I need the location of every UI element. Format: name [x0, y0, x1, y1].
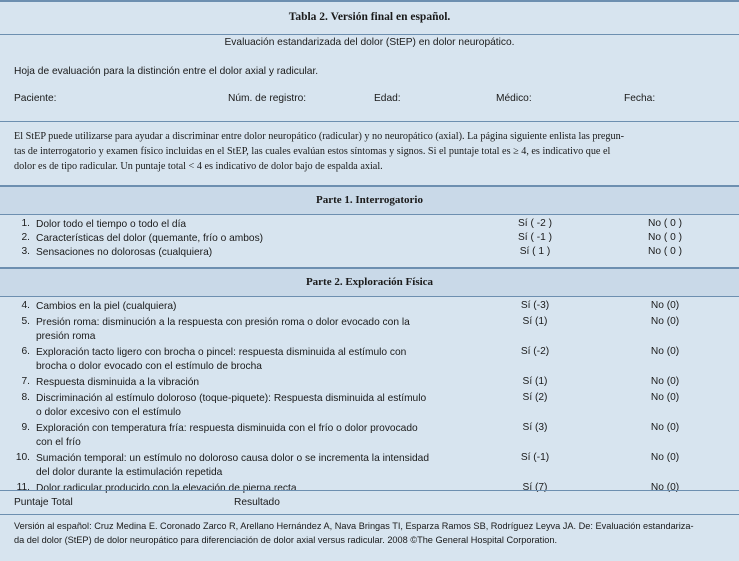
field-edad: Edad: [374, 93, 401, 104]
item-question-line: o dolor excesivo con el estímulo [36, 407, 181, 418]
footer-line: Versión al español: Cruz Medina E. Coronado Zarco R, Arellano Hernández A, Nava Bringas TI, Esparza Ramos SB, Rodríguez Leyva JA. De: Evaluación estandariza- [14, 521, 694, 531]
item-question-line: Sensaciones no dolorosas (cualquiera) [36, 247, 213, 258]
item-question-line: brocha o dolor evocado con el estímulo de brocha [36, 361, 262, 372]
item-number: 10. [15, 452, 30, 463]
field-medico: Médico: [496, 93, 532, 104]
item-question-line: Dolor todo el tiempo o todo el día [36, 219, 187, 230]
item-question-line: Discriminación al estímulo doloroso (toque-piquete): Respuesta disminuida al estímulo [36, 393, 427, 404]
item-number: 1. [21, 218, 30, 229]
item-si-score: Sí (1) [522, 316, 548, 327]
divider [0, 514, 739, 515]
item-question-line: del dolor durante la estimulación repetida [36, 467, 223, 478]
puntaje-total-label: Puntaje Total [14, 497, 73, 508]
footer-citation [14, 519, 726, 547]
part2-title: Parte 2. Exploración Física [305, 276, 434, 288]
item-number: 8. [21, 392, 30, 403]
item-question [36, 392, 446, 420]
item-no-score: No ( 0 ) [648, 232, 682, 243]
item-number: 9. [21, 422, 30, 433]
item-number: 5. [21, 316, 30, 327]
item-si-score: Sí (-1) [520, 452, 550, 463]
table-title: Tabla 2. Versión final en español. [288, 11, 451, 23]
part2-header [0, 267, 739, 297]
item-no-score: No (0) [650, 376, 680, 387]
item-no-score: No (0) [650, 316, 680, 327]
item-question-line: Exploración tacto ligero con brocha o pincel: respuesta disminuida al estímulo con [36, 347, 407, 358]
part1-title: Parte 1. Interrogatorio [315, 194, 423, 206]
item-question [36, 246, 446, 260]
item-no-score: No (0) [650, 346, 680, 357]
divider [0, 490, 739, 491]
divider [0, 121, 739, 122]
table-title-band [0, 0, 739, 35]
item-number: 4. [21, 300, 30, 311]
part1-header [0, 185, 739, 215]
item-si-score: Sí (-2) [520, 346, 550, 357]
item-question [36, 300, 446, 314]
item-question [36, 452, 446, 480]
item-question [36, 482, 446, 496]
item-no-score: No (0) [650, 392, 680, 403]
item-question-line: Respuesta disminuida a la vibración [36, 377, 200, 388]
item-si-score: Sí (2) [522, 392, 548, 403]
item-no-score: No (0) [650, 422, 680, 433]
item-number: 7. [21, 376, 30, 387]
item-question [36, 218, 446, 232]
item-si-score: Sí (3) [522, 422, 548, 433]
intro-paragraph [14, 129, 726, 174]
item-question [36, 316, 446, 344]
sheet-title: Hoja de evaluación para la distinción entre el dolor axial y radicular. [14, 66, 319, 77]
item-no-score: No ( 0 ) [648, 218, 682, 229]
item-question-line: Presión roma: disminución a la respuesta con presión roma o dolor evocado con la [36, 317, 410, 328]
resultado-label: Resultado [234, 497, 280, 508]
footer-line: da del dolor (StEP) de dolor neuropático para diferenciación de dolor axial versus radicular. 2008 ©The General Hospital Corporation. [14, 535, 558, 545]
item-si-score: Sí ( -2 ) [518, 218, 552, 229]
field-paciente: Paciente: [14, 93, 57, 104]
item-question-line: presión roma [36, 331, 96, 342]
item-number: 2. [21, 232, 30, 243]
item-si-score: Sí (7) [522, 482, 548, 493]
item-si-score: Sí (-3) [520, 300, 550, 311]
item-number: 6. [21, 346, 30, 357]
item-si-score: Sí (1) [522, 376, 548, 387]
subtitle: Evaluación estandarizada del dolor (StEP) en dolor neuropático. [224, 37, 515, 48]
field-fecha: Fecha: [624, 93, 656, 104]
item-question [36, 232, 446, 246]
item-question-line: Sumación temporal: un estímulo no doloroso causa dolor o se incrementa la intensidad [36, 453, 430, 464]
item-question [36, 376, 446, 390]
item-si-score: Sí ( -1 ) [518, 232, 552, 243]
item-question-line: Exploración con temperatura fría: respuesta disminuida con el frío o dolor provocado [36, 423, 418, 434]
item-no-score: No (0) [650, 300, 680, 311]
item-question-line: Características del dolor (quemante, frío o ambos) [36, 233, 264, 244]
field-registro: Núm. de registro: [228, 93, 307, 104]
item-question [36, 346, 446, 374]
item-number: 11. [16, 482, 30, 493]
intro-line: dolor es de tipo radicular. Un puntaje total < 4 es indicativo de dolor bajo de espalda axial. [14, 161, 383, 172]
item-no-score: No ( 0 ) [648, 246, 682, 257]
item-no-score: No (0) [650, 482, 680, 493]
item-question-line: con el frío [36, 437, 81, 448]
item-si-score: Sí ( 1 ) [519, 246, 551, 257]
item-number: 3. [21, 246, 30, 257]
intro-line: tas de interrogatorio y examen físico incluidas en el StEP, las cuales evalúan estos síntomas y signos. Si el puntaje total es ≥ 4, es indicativo que el [14, 146, 611, 157]
item-question [36, 422, 446, 450]
item-no-score: No (0) [650, 452, 680, 463]
item-question-line: Dolor radicular producido con la elevación de pierna recta [36, 483, 297, 494]
intro-line: El StEP puede utilizarse para ayudar a discriminar entre dolor neuropático (radicular) y no neuropático (axial). La página siguiente enlista las pregun- [14, 131, 625, 142]
item-question-line: Cambios en la piel (cualquiera) [36, 301, 177, 312]
